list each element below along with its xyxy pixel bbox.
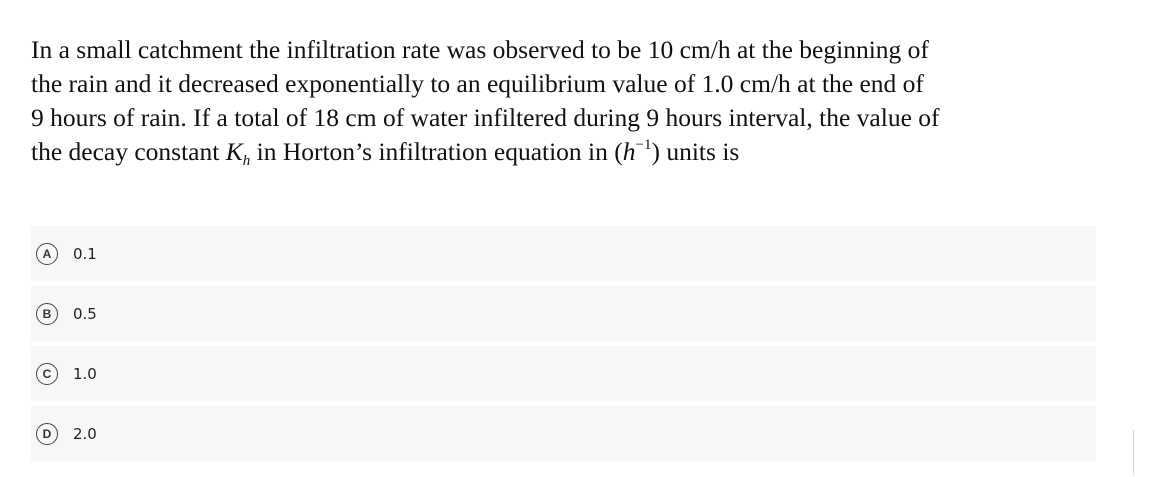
decay-constant-subscript: h	[242, 153, 251, 169]
option-a[interactable]	[31, 226, 1096, 281]
option-c[interactable]	[31, 346, 1096, 401]
question-line-1: In a small catchment the infiltration rate was observed to be 10 cm/h at the beginning of	[31, 35, 929, 64]
question-text	[31, 33, 1101, 169]
question-line-4	[31, 135, 1101, 169]
option-d-letter: D	[36, 423, 58, 445]
option-b[interactable]	[31, 286, 1096, 341]
decay-constant-symbol: K	[225, 137, 243, 166]
question-line-4-prefix: the decay constant	[31, 137, 226, 166]
unit-superscript: −1	[635, 137, 652, 153]
option-b-value: 0.5	[73, 304, 97, 323]
option-a-value: 0.1	[73, 244, 97, 263]
unit-symbol: h	[622, 137, 636, 166]
question-line-4-middle: in Horton’s infiltration equation in (	[250, 137, 623, 166]
option-d-value: 2.0	[73, 424, 97, 443]
scrollbar-edge	[1133, 430, 1134, 475]
option-c-value: 1.0	[73, 364, 97, 383]
option-d[interactable]	[31, 406, 1096, 461]
option-a-letter: A	[36, 243, 58, 265]
question-line-2: the rain and it decreased exponentially to an equilibrium value of 1.0 cm/h at the end of	[31, 69, 924, 98]
question-line-3: 9 hours of rain. If a total of 18 cm of water infiltered during 9 hours interval, the value of	[31, 103, 940, 132]
question-line-4-suffix: ) units is	[651, 137, 740, 166]
option-c-letter: C	[36, 363, 58, 385]
option-b-letter: B	[36, 303, 58, 325]
answer-options	[31, 226, 1096, 466]
